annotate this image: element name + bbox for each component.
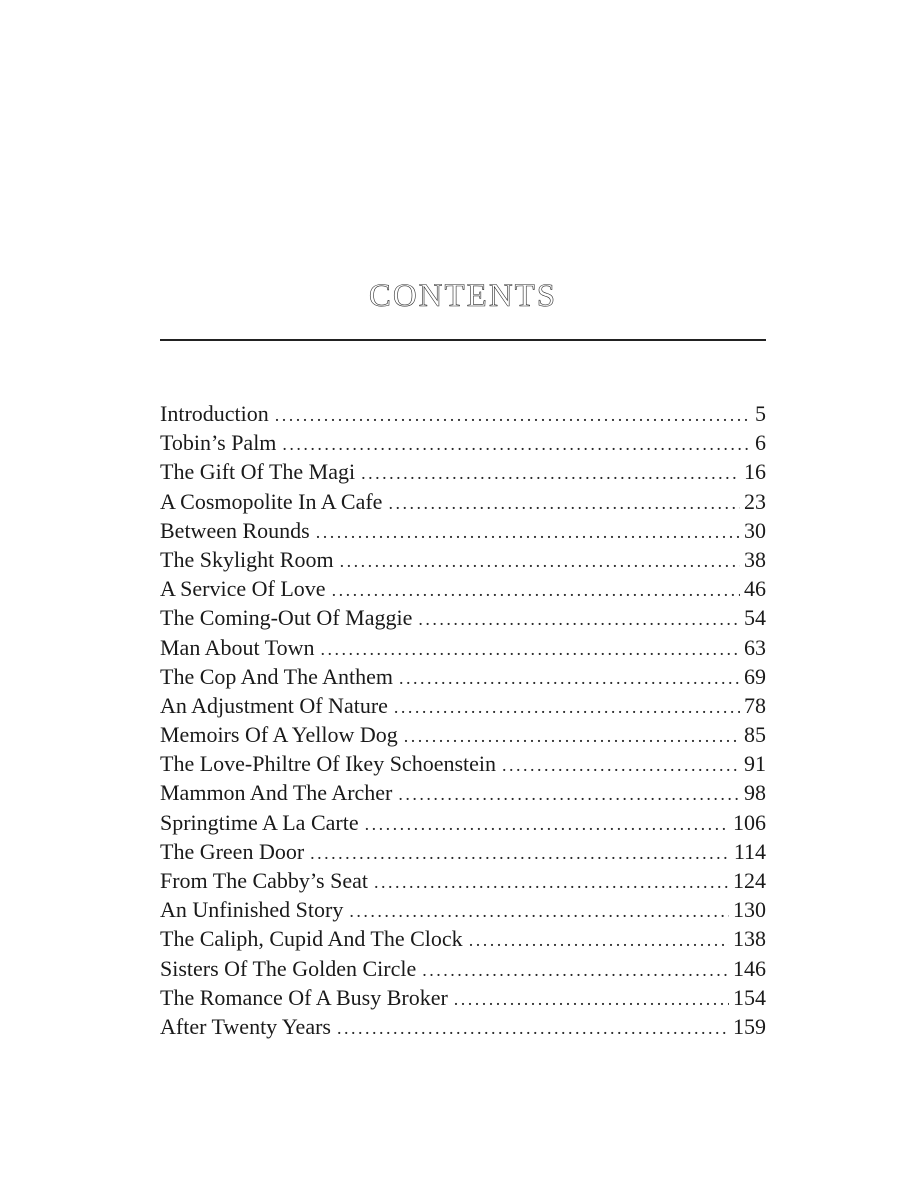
toc-entry-page: 91 <box>744 751 766 777</box>
toc-entry-page: 16 <box>744 459 766 485</box>
toc-entry-title: Memoirs Of A Yellow Dog <box>160 722 398 748</box>
toc-entry <box>160 1012 766 1041</box>
toc-entry-title: The Skylight Room <box>160 546 334 572</box>
toc-entry-page: 114 <box>733 838 766 864</box>
dot-leader <box>365 810 729 837</box>
dot-leader <box>321 635 740 662</box>
toc-entry-page: 159 <box>733 1013 766 1039</box>
toc-entry-page: 146 <box>733 955 766 981</box>
toc-entry <box>160 954 766 983</box>
toc-entry <box>160 603 766 632</box>
toc-entry-title: The Love-Philtre Of Ikey Schoenstein <box>160 751 497 777</box>
toc-entry-title: A Service Of Love <box>160 576 326 602</box>
dot-leader <box>316 518 740 545</box>
toc-entry <box>160 808 766 837</box>
toc-entry-page: 63 <box>744 634 766 660</box>
toc-entry <box>160 866 766 895</box>
toc-entry-page: 138 <box>733 926 766 952</box>
toc-entry <box>160 662 766 691</box>
dot-leader <box>349 897 729 924</box>
dot-leader <box>399 664 740 691</box>
toc-entry <box>160 720 766 749</box>
toc-entry-title: A Cosmopolite In A Cafe <box>160 488 383 514</box>
dot-leader <box>361 459 740 486</box>
toc-entry <box>160 924 766 953</box>
toc-entry <box>160 633 766 662</box>
toc-entry-title: An Adjustment Of Nature <box>160 692 388 718</box>
dot-leader <box>337 1014 729 1041</box>
toc-entry <box>160 749 766 778</box>
toc-entry <box>160 691 766 720</box>
toc-entry <box>160 545 766 574</box>
toc-entry-title: From The Cabby’s Seat <box>160 868 368 893</box>
dot-leader <box>282 430 751 457</box>
toc-entry <box>160 487 766 516</box>
toc-entry-page: 69 <box>744 663 766 689</box>
toc-entry-page: 85 <box>744 722 766 748</box>
toc-entry-title: The Green Door <box>160 838 305 864</box>
toc-entry-page: 98 <box>744 780 766 806</box>
toc-entry <box>160 778 766 807</box>
dot-leader <box>275 401 751 428</box>
dot-leader <box>454 985 729 1012</box>
dot-leader <box>332 576 740 603</box>
toc-entry-title: Mammon And The Archer <box>160 780 393 806</box>
toc-entry-page: 78 <box>744 692 766 718</box>
toc-entry-page: 54 <box>744 605 766 631</box>
toc-entry-title: The Coming-Out Of Maggie <box>160 605 413 631</box>
toc-entry-page: 124 <box>733 868 766 893</box>
toc-entry-page: 106 <box>733 809 766 835</box>
toc-entry-page: 23 <box>744 488 766 514</box>
dot-leader <box>340 547 740 574</box>
toc-entry-title: Tobin’s Palm <box>160 430 277 456</box>
toc-entry-page: 46 <box>744 576 766 602</box>
toc-entry-page: 6 <box>755 430 766 456</box>
toc-entry-page: 30 <box>744 517 766 543</box>
toc-entry <box>160 895 766 924</box>
toc-entry-title: An Unfinished Story <box>160 897 344 923</box>
dot-leader <box>310 839 730 866</box>
dot-leader <box>404 722 740 749</box>
dot-leader <box>418 605 740 632</box>
toc-entry <box>160 516 766 545</box>
toc-entry-title: Man About Town <box>160 634 315 660</box>
toc-entry-title: The Gift Of The Magi <box>160 459 356 485</box>
toc-entry-title: The Caliph, Cupid And The Clock <box>160 926 463 952</box>
dot-leader <box>469 926 729 953</box>
toc-entry-title: Springtime A La Carte <box>160 809 359 835</box>
toc-entry <box>160 428 766 457</box>
toc-entry-title: Introduction <box>160 401 269 426</box>
heading-rule <box>160 339 766 341</box>
table-of-contents <box>160 399 766 1041</box>
toc-entry-page: 130 <box>733 897 766 923</box>
dot-leader <box>388 489 740 516</box>
dot-leader <box>398 780 740 807</box>
toc-entry <box>160 399 766 428</box>
toc-entry <box>160 574 766 603</box>
toc-entry-title: The Romance Of A Busy Broker <box>160 984 448 1010</box>
toc-entry-title: Sisters Of The Golden Circle <box>160 955 417 981</box>
contents-heading: CONTENTS <box>368 278 558 314</box>
toc-entry-page: 38 <box>744 546 766 572</box>
dot-leader <box>394 693 740 720</box>
toc-entry-title: The Cop And The Anthem <box>160 663 394 689</box>
toc-entry <box>160 837 766 866</box>
dot-leader <box>374 868 729 895</box>
toc-entry-title: After Twenty Years <box>160 1013 331 1039</box>
dot-leader <box>502 751 740 778</box>
toc-entry <box>160 457 766 486</box>
toc-entry-page: 5 <box>755 401 766 426</box>
toc-entry-title: Between Rounds <box>160 517 310 543</box>
toc-entry <box>160 983 766 1012</box>
toc-entry-page: 154 <box>733 984 766 1010</box>
dot-leader <box>422 956 729 983</box>
